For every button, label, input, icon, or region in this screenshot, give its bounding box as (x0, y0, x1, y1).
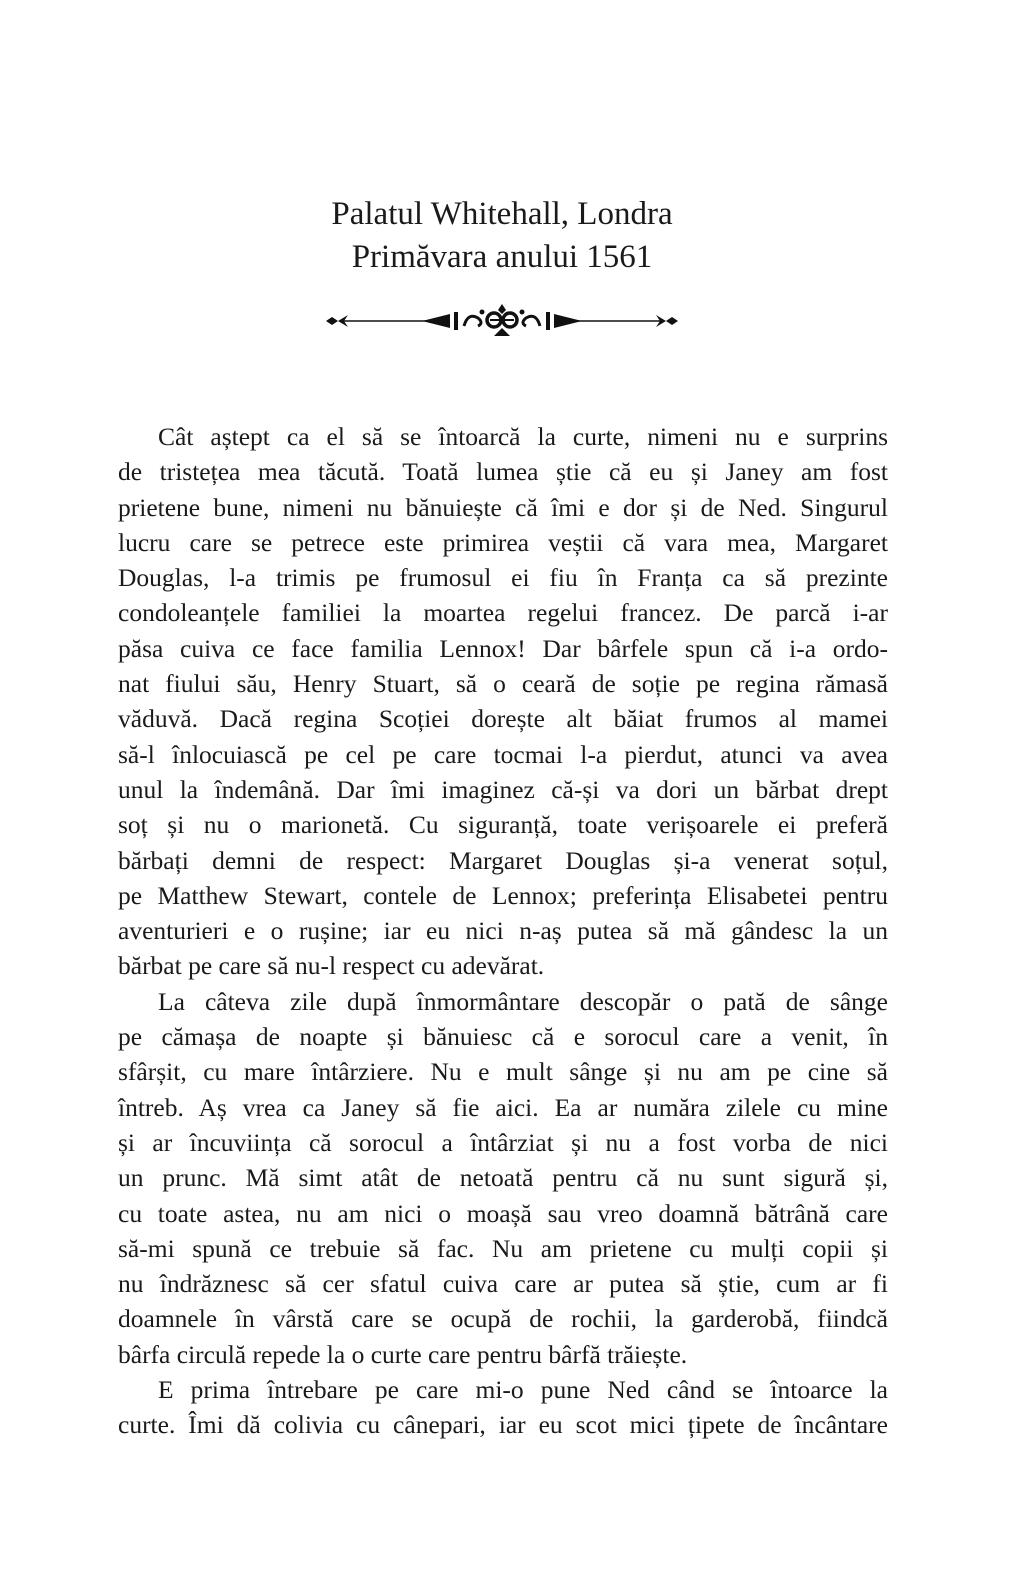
text-line: lucru care se petrece este primirea veștii că vara mea, Margaret (118, 527, 888, 557)
text-line: sfârșit, cu mare întârziere. Nu e mult sânge și nu am pe cine să (118, 1057, 888, 1087)
text-line: un prunc. Mă simt atât de netoată pentru că nu sunt sigură și, (118, 1163, 888, 1193)
text-line: păsa cuiva ce face familia Lennox! Dar bârfele spun că i-a ordo- (118, 633, 888, 663)
paragraph (118, 419, 888, 984)
text-line: aventurieri e o rușine; iar eu nici n-aș putea să mă gândesc la un (118, 916, 888, 946)
text-line: văduvă. Dacă regina Scoției dorește alt băiat frumos al mamei (118, 704, 888, 734)
text-line: Douglas, l-a trimis pe frumosul ei fiu în Franța ca să prezinte (118, 563, 888, 593)
text-line: bărbați demni de respect: Margaret Douglas și-a venerat soțul, (118, 845, 888, 875)
paragraph (118, 984, 888, 1372)
text-line: doamnele în vârstă care se ocupă de rochii, la garderobă, fiindcă (118, 1304, 888, 1334)
chapter-date-heading: Primăvara anului 1561 (351, 239, 653, 275)
page-body-text (118, 419, 888, 1443)
text-line: pe Matthew Stewart, contele de Lennox; preferința Elisabetei pentru (118, 880, 888, 910)
text-line: cu toate astea, nu am nici o moașă sau vreo doamnă bătrână care (118, 1198, 888, 1228)
paragraph (118, 1372, 888, 1443)
text-line: întreb. Aș vrea ca Janey să fie aici. Ea ar număra zilele cu mine (118, 1092, 888, 1122)
text-line: soț și nu o marionetă. Cu siguranță, toate verișoarele ei preferă (118, 810, 888, 840)
text-line: condoleanțele familiei la moartea regelui francez. De parcă i-ar (118, 598, 888, 628)
text-line: pe cămașa de noapte și bănuiesc că e sorocul care a venit, în (118, 1022, 888, 1052)
chapter-location-heading: Palatul Whitehall, Londra (331, 196, 673, 232)
text-line: să-l înlocuiască pe cel pe care tocmai l-a pierdut, atunci va avea (118, 739, 888, 769)
text-line: și ar încuviința că sorocul a întârziat și nu a fost vorba de nici (118, 1127, 888, 1157)
text-line: La câteva zile după înmormântare descopăr o pată de sânge (158, 986, 888, 1016)
decorative-divider-icon (322, 298, 682, 344)
text-line: Cât aștept ca el să se întoarcă la curte, nimeni nu e surprins (158, 422, 888, 451)
text-line: E prima întrebare pe care mi-o pune Ned când se întoarce la (158, 1375, 888, 1405)
text-line: curte. Îmi dă colivia cu cânepari, iar eu scot mici țipete de încântare (118, 1410, 888, 1440)
text-line: unul la îndemână. Dar îmi imaginez că-și va dori un bărbat drept (118, 774, 888, 804)
text-line: să-mi spună ce trebuie să fac. Nu am prietene cu mulți copii și (118, 1233, 888, 1263)
text-line: nat fiului său, Henry Stuart, să o ceară de soție pe regina rămasă (118, 669, 888, 699)
text-line: bărbat pe care să nu-l respect cu adevărat. (118, 951, 545, 981)
text-line: prietene bune, nimeni nu bănuiește că îmi e dor și de Ned. Singurul (118, 492, 888, 522)
text-line: de tristețea mea tăcută. Toată lumea știe că eu și Janey am fost (118, 457, 888, 487)
text-line: nu îndrăznesc să cer sfatul cuiva care ar putea să știe, cum ar fi (118, 1269, 888, 1299)
text-line: bârfa circulă repede la o curte care pentru bârfă trăiește. (118, 1339, 688, 1369)
